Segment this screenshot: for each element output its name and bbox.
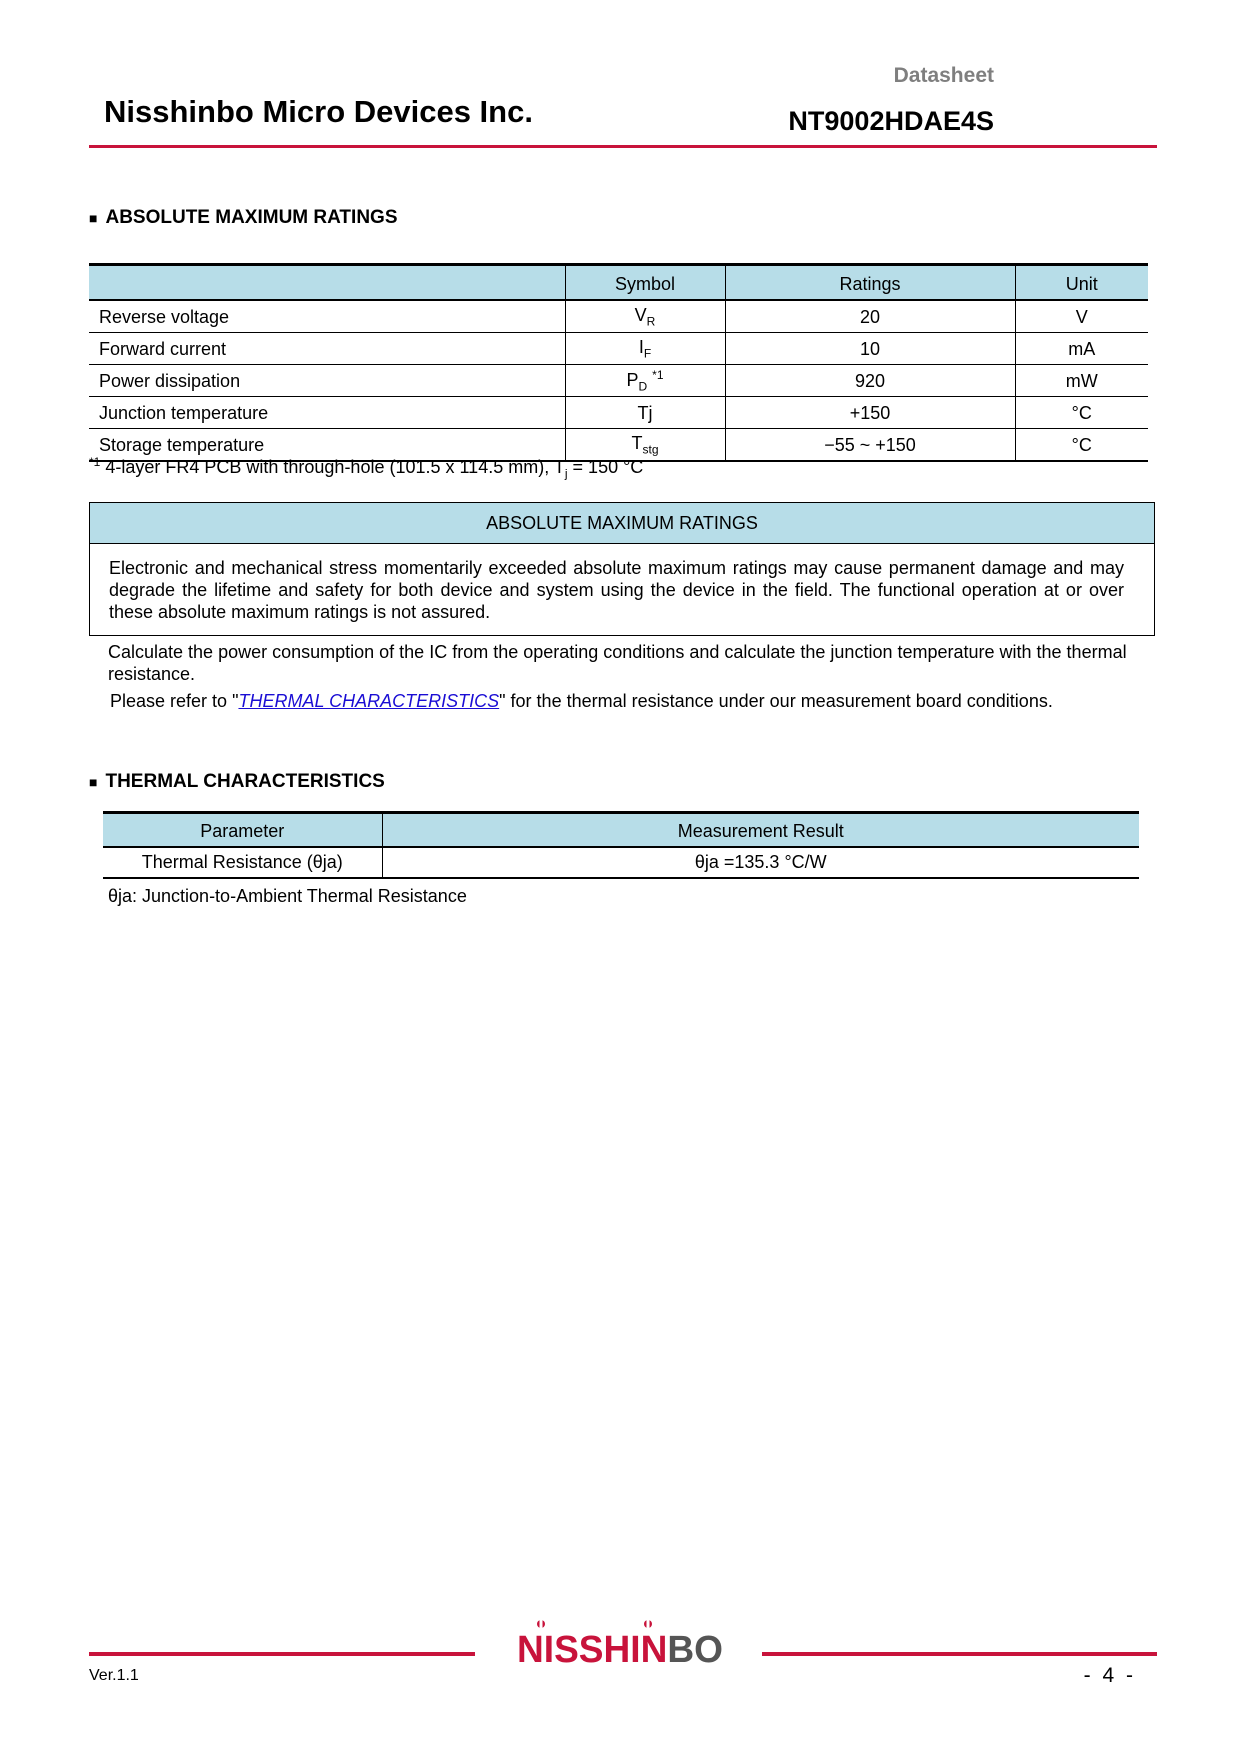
table-row	[89, 300, 1148, 333]
table-row	[89, 365, 1148, 397]
part-number: NT9002HDAE4S	[788, 106, 994, 136]
symbol-cell: $V_R$	[565, 300, 725, 333]
table-row	[89, 397, 1148, 429]
footnote: $^{*1}$ 4-layer FR4 PCB with through-hole (101.5 x 114.5 mm), $T_j = 150$ °C	[89, 455, 644, 481]
param-cell: Power dissipation	[89, 365, 565, 397]
rating-cell: 20	[725, 300, 1015, 333]
col-header-unit: Unit	[1015, 265, 1148, 301]
calc-instruction: Calculate the power consumption of the IC from the operating conditions and calculate the junction temperature with the thermal resistance.	[108, 642, 1127, 684]
param-cell: Junction temperature	[89, 397, 565, 429]
rating-cell: 920	[725, 365, 1015, 397]
symbol-cell: $I_F$	[565, 333, 725, 365]
abs-max-table	[89, 263, 1148, 462]
result-cell: θja =135.3 °C/W	[382, 847, 1139, 878]
table-header-row	[89, 265, 1148, 301]
version-label: Ver.1.1	[89, 1667, 139, 1684]
thermal-heading-text: THERMAL CHARACTERISTICS	[105, 771, 385, 792]
svg-text:NISSHINBO: NISSHINBO	[517, 1629, 725, 1670]
table-row	[89, 333, 1148, 365]
abs-max-heading	[89, 207, 398, 229]
unit-cell: mA	[1015, 333, 1148, 365]
rating-cell: 10	[725, 333, 1015, 365]
col-header-symbol: Symbol	[565, 265, 725, 301]
header-divider	[89, 145, 1157, 148]
thermal-table	[103, 811, 1139, 879]
unit-cell: mW	[1015, 365, 1148, 397]
footer-divider-right	[762, 1652, 1157, 1656]
doc-type-label: Datasheet	[893, 64, 994, 87]
notice-title: ABSOLUTE MAXIMUM RATINGS	[90, 503, 1154, 544]
col-header-parameter: Parameter	[103, 813, 382, 848]
col-header-param	[89, 265, 565, 301]
square-bullet-icon: ■	[89, 774, 98, 790]
thermal-characteristics-link[interactable]: THERMAL CHARACTERISTICS	[238, 691, 500, 711]
symbol-cell: $T_{stg}$	[565, 429, 725, 462]
footnote-ref: *1	[652, 368, 664, 383]
nisshinbo-logo	[510, 1610, 730, 1670]
thermal-heading	[89, 771, 385, 793]
col-header-ratings: Ratings	[725, 265, 1015, 301]
param-cell: Reverse voltage	[89, 300, 565, 333]
param-cell: Storage temperature	[89, 429, 565, 462]
table-row	[103, 847, 1139, 878]
square-bullet-icon: ■	[89, 210, 98, 226]
unit-cell: °C	[1015, 429, 1148, 462]
param-cell: Forward current	[89, 333, 565, 365]
page-number: - 4 -	[1083, 1664, 1136, 1687]
symbol-cell: $P_D$ $^{*1}$	[565, 365, 725, 397]
refer-sentence: Please refer to "THERMAL CHARACTERISTICS" for the thermal resistance under our measurement board conditions.	[110, 691, 1053, 711]
notice-body: Electronic and mechanical stress momentarily exceeded absolute maximum ratings may cause permanent damage and may degrade the lifetime and safety for both device and system using the device in the field. The functional operation at or over these absolute maximum ratings is not assured.	[109, 558, 1124, 622]
abs-max-heading-text: ABSOLUTE MAXIMUM RATINGS	[105, 207, 398, 228]
footer-divider-left	[89, 1652, 475, 1656]
symbol-cell: Tj	[565, 397, 725, 429]
unit-cell: °C	[1015, 397, 1148, 429]
unit-cell: V	[1015, 300, 1148, 333]
rating-cell: +150	[725, 397, 1015, 429]
col-header-measurement: Measurement Result	[382, 813, 1139, 848]
theta-definition: θja: Junction-to-Ambient Thermal Resistance	[108, 886, 467, 906]
table-header-row	[103, 813, 1139, 848]
rating-cell: −55 ~ +150	[725, 429, 1015, 462]
abs-max-notice-box	[89, 502, 1155, 636]
company-name: Nisshinbo Micro Devices Inc.	[104, 94, 533, 129]
param-cell: Thermal Resistance (θja)	[103, 847, 382, 878]
